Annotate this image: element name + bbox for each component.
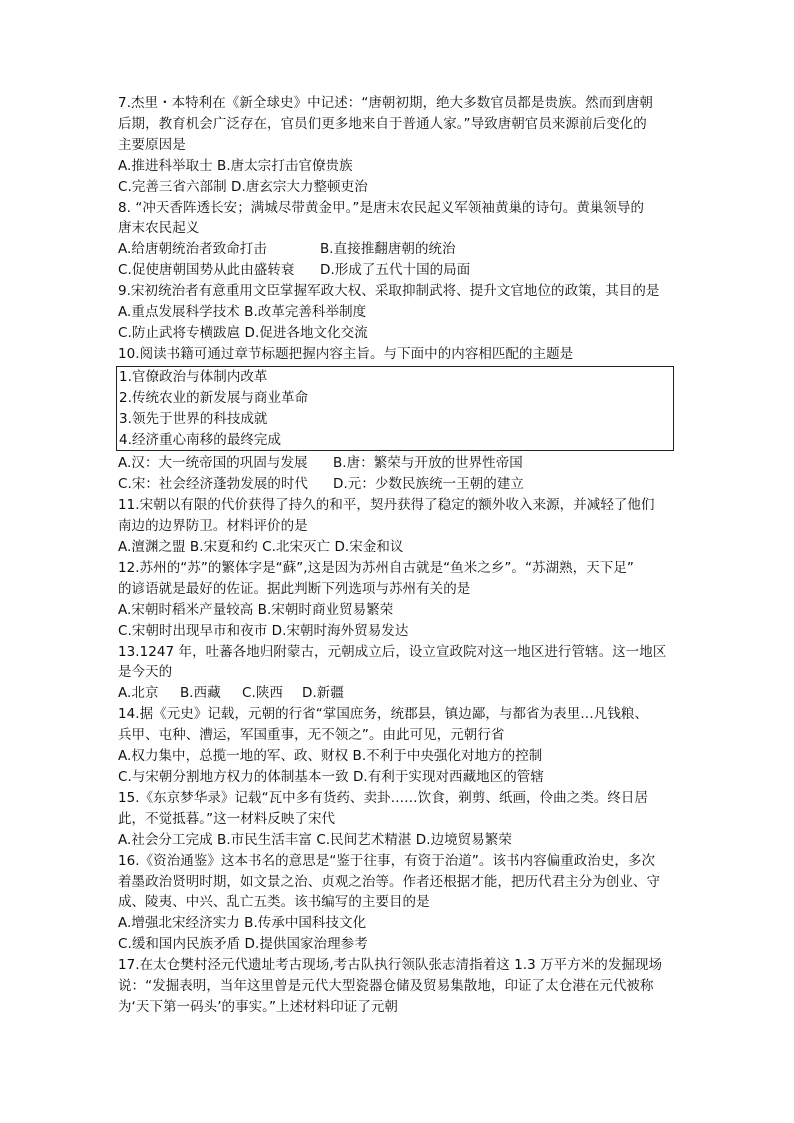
question-14 [118,704,680,788]
question-stem-line: 唐末农民起义 [118,220,200,237]
option-a: A.北京 [118,685,159,702]
chapter-titles-box [116,366,674,452]
question-stem-line: 成、陵夷、中兴、乱亡五类。该书编写的主要目的是 [118,894,430,911]
question-stem-line: 的谚语就是最好的佐证。据此判断下列选项与苏州有关的是 [118,580,471,597]
option-line: C.与宋朝分割地方权力的体制基本一致 D.有利于实现对西藏地区的管辖 [118,769,544,785]
option-d: D.元：少数民族统一王朝的建立 [333,476,524,493]
question-12 [118,558,680,642]
chapter-title: 2.传统农业的新发展与商业革命 [119,389,309,406]
option-a: A.汉：大一统帝国的巩固与发展 [118,455,308,472]
question-8 [118,198,680,282]
chapter-title: 1.官僚政治与体制内改革 [119,368,268,385]
option-line: A.增强北宋经济实力 B.传承中国科技文化 [118,915,367,932]
option-row [118,260,680,281]
question-stem-line: 11.宋朝以有限的代价获得了持久的和平，契丹获得了稳定的额外收入来源，并减轻了他们 [118,497,655,514]
option-line: A.权力集中，总揽一地的军、政、财权 B.不利于中央强化对地方的控制 [118,748,543,765]
question-15 [118,788,680,851]
option-row [118,474,680,495]
option-line: C.完善三省六部制 D.唐玄宗大力整顿吏治 [118,178,368,195]
question-stem-line: 16.《资治通鉴》这本书名的意思是“鉴于往事，有资于治道”。该书内容偏重政治史，多次 [118,852,656,869]
option-d: D.新疆 [302,685,344,702]
question-stem-line: 南边的边界防卫。材料评价的是 [118,518,308,535]
question-stem-line: 8. “冲天香阵透长安；满城尽带黄金甲。”是唐末农民起义军领袖黄巢的诗句。黄巢领导的 [118,199,645,216]
option-b: B.唐：繁荣与开放的世界性帝国 [333,455,523,472]
option-d: D.形成了五代十国的局面 [320,262,471,279]
option-line: C.防止武将专横跋扈 D.促进各地文化交流 [118,324,368,341]
question-13 [118,642,680,705]
question-stem-line: 是今天的 [118,664,173,681]
option-line: A.宋朝时稻米产量较高 B.宋朝时商业贸易繁荣 [118,601,394,618]
option-line: A.推进科举取士 B.唐太宗打击官僚贵族 [118,157,353,174]
option-a: A.给唐朝统治者致命打击 [118,241,267,258]
option-line: A.社会分工完成 B.市民生活丰富 C.民间艺术精湛 D.边境贸易繁荣 [118,831,512,848]
option-c: C.宋：社会经济蓬勃发展的时代 [118,476,308,493]
question-stem-line: 为‘天下第一码头’的事实。”上述材料印证了元朝 [118,998,398,1015]
question-stem-line: 兵甲、屯种、漕运，军国重事，无不领之”。由此可见，元朝行省 [118,727,505,744]
question-stem-line: 说：“发掘表明，当年这里曾是元代大型瓷器仓储及贸易集散地，印证了太仓港在元代被称 [118,978,654,995]
question-16 [118,851,680,956]
question-stem-line: 17.在太仓樊村泾元代遗址考古现场,考古队执行领队张志清指着这 1.3 万平方米的发掘现场 [118,957,663,974]
option-line: A.重点发展科学技术 B.改革完善科举制度 [118,304,367,321]
option-row [118,683,680,704]
question-stem-line: 12.苏州的“苏”的繁体字是“蘇”,这是因为苏州自古就是“鱼米之乡”。“苏湖熟，天下足” [118,559,634,576]
chapter-title: 4.经济重心南移的最终完成 [119,431,282,448]
question-17 [118,955,680,1018]
option-b: B.直接推翻唐朝的统治 [320,241,456,258]
question-11 [118,495,680,558]
chapter-title: 3.领先于世界的科技成就 [119,410,268,427]
question-stem-line: 后期，教育机会广泛存在，官员们更多地来自于普通人家。”导致唐朝官员来源前后变化的 [118,115,647,132]
question-stem-line: 7.杰里・本特利在《新全球史》中记述：“唐朝初期，绝大多数官员都是贵族。然而到唐朝 [118,95,653,111]
option-row [118,239,680,260]
question-stem-line: 9.宋初统治者有意重用文臣掌握军政大权、采取抑制武将、提升文官地位的政策，其目的是 [118,283,660,300]
question-10 [118,344,680,495]
option-b: B.西藏 [180,685,221,702]
question-stem-line: 10.阅读书籍可通过章节标题把握内容主旨。与下面中的内容相匹配的主题是 [118,345,574,362]
question-stem-line: 14.据《元史》记载，元朝的行省“掌国庶务，统郡县，镇边鄙，与都省为表里…凡钱粮、 [118,706,649,723]
option-line: A.澶渊之盟 B.宋夏和约 C.北宋灭亡 D.宋金和议 [118,539,404,556]
question-stem-line: 13.1247 年，吐蕃各地归附蒙古，元朝成立后，设立宣政院对这一地区进行管辖。这一地区 [118,643,667,660]
option-line: C.宋朝时出现早市和夜市 D.宋朝时海外贸易发达 [118,622,409,639]
question-9 [118,281,680,344]
question-stem-line: 着墨政治贤明时期，如文景之治、贞观之治等。作者还根据才能，把历代君主分为创业、守 [118,873,660,890]
question-7 [118,93,680,198]
option-row [118,453,680,474]
question-list [118,93,680,1018]
question-stem-line: 此，不觉抵暮。”这一材料反映了宋代 [118,810,336,827]
question-stem-line: 15.《东京梦华录》记载“瓦中多有货药、卖卦……饮食，剃剪、纸画，伶曲之类。终日居 [118,789,649,806]
option-line: C.缓和国内民族矛盾 D.提供国家治理参考 [118,936,368,953]
question-stem-line: 主要原因是 [118,136,186,153]
option-c: C.陕西 [242,685,283,702]
option-c: C.促使唐朝国势从此由盛转衰 [118,262,295,279]
